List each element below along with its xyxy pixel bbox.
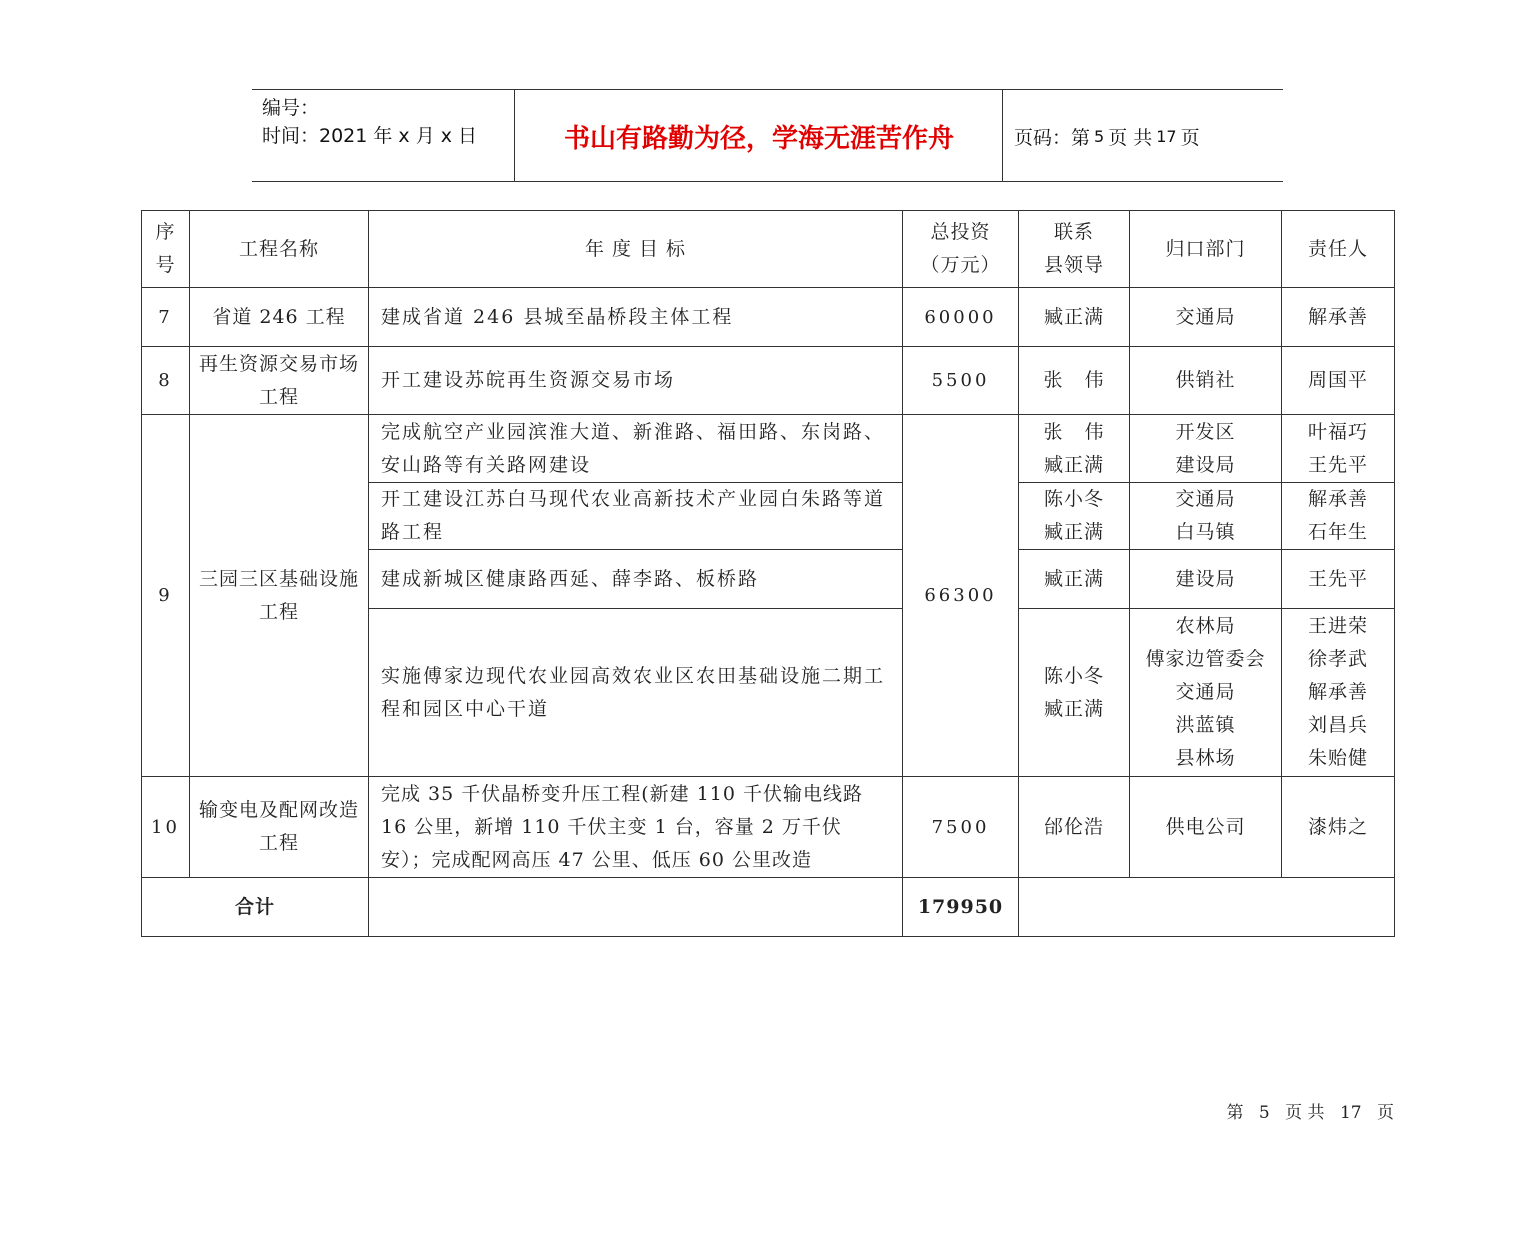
- cell-invest: 66300: [903, 415, 1019, 777]
- header-goal: 年 度 目 标: [369, 211, 903, 288]
- cell-dept: 建设局: [1130, 550, 1282, 609]
- cell-seq: 8: [142, 347, 190, 415]
- footer-page-indicator: [1217, 1098, 1395, 1123]
- cell-person: 解承善 石年生: [1282, 483, 1395, 550]
- total-empty: [1019, 878, 1395, 937]
- cell-invest: 60000: [903, 288, 1019, 347]
- page-total: 17: [1156, 127, 1177, 146]
- cell-dept: 供电公司: [1130, 777, 1282, 878]
- page-suffix: 页: [1180, 127, 1200, 149]
- footer-mid: 页 共: [1285, 1103, 1325, 1123]
- total-goal-empty: [369, 878, 903, 937]
- header-meta: [262, 94, 477, 150]
- cell-goal: 开工建设苏皖再生资源交易市场: [369, 347, 903, 415]
- page-current: 5: [1094, 127, 1105, 146]
- cell-name: 省道 246 工程: [190, 288, 369, 347]
- cell-leader: 张 伟 臧正满: [1019, 415, 1130, 483]
- cell-name: 输变电及配网改造工程: [190, 777, 369, 878]
- total-label: 合计: [142, 878, 369, 937]
- cell-dept: 开发区 建设局: [1130, 415, 1282, 483]
- cell-person: 叶福巧 王先平: [1282, 415, 1395, 483]
- header-dept: 归口部门: [1130, 211, 1282, 288]
- footer-prefix: 第: [1226, 1103, 1244, 1123]
- cell-person: 周国平: [1282, 347, 1395, 415]
- header-motto: 书山有路勤为径，学海无涯苦作舟: [563, 124, 954, 154]
- table-header-row: [142, 211, 1395, 288]
- header-person: 责任人: [1282, 211, 1395, 288]
- cell-goal: 开工建设江苏白马现代农业高新技术产业园白朱路等道路工程: [369, 483, 903, 550]
- header-name: 工程名称: [190, 211, 369, 288]
- cell-dept: 交通局: [1130, 288, 1282, 347]
- table-row: [142, 288, 1395, 347]
- cell-person: 王进荣 徐孝武 解承善 刘昌兵 朱贻健: [1282, 609, 1395, 777]
- cell-goal: 实施傅家边现代农业园高效农业区农田基础设施二期工程和园区中心干道: [369, 609, 903, 777]
- cell-person: 王先平: [1282, 550, 1395, 609]
- cell-leader: 陈小冬 臧正满: [1019, 609, 1130, 777]
- cell-seq: 9: [142, 415, 190, 777]
- cell-dept: 供销社: [1130, 347, 1282, 415]
- cell-name: 再生资源交易市场工程: [190, 347, 369, 415]
- cell-leader: 臧正满: [1019, 288, 1130, 347]
- project-table: [141, 210, 1395, 937]
- table-row: [142, 415, 1395, 483]
- cell-dept: 交通局 白马镇: [1130, 483, 1282, 550]
- cell-name: 三园三区基础设施工程: [190, 415, 369, 777]
- cell-goal: 建成新城区健康路西延、薛李路、板桥路: [369, 550, 903, 609]
- cell-leader: 邰伦浩: [1019, 777, 1130, 878]
- document-number-label: 编号：: [262, 97, 320, 119]
- cell-goal: 完成 35 千伏晶桥变升压工程(新建 110 千伏输电线路 16 公里，新增 110 千伏主变 1 台，容量 2 万千伏安）；完成配网高压 47 公里、低压 60 公里改造: [369, 777, 903, 878]
- page-mid: 页 共: [1108, 127, 1153, 149]
- cell-seq: 10: [142, 777, 190, 878]
- header-page-indicator: [1014, 90, 1200, 183]
- cell-person: 漆炜之: [1282, 777, 1395, 878]
- total-row: [142, 878, 1395, 937]
- cell-leader: 陈小冬 臧正满: [1019, 483, 1130, 550]
- header-invest: 总投资 （万元）: [903, 211, 1019, 288]
- cell-leader: 张 伟: [1019, 347, 1130, 415]
- cell-goal: 建成省道 246 县城至晶桥段主体工程: [369, 288, 903, 347]
- cell-goal: 完成航空产业园滨淮大道、新淮路、福田路、东岗路、安山路等有关路网建设: [369, 415, 903, 483]
- header-seq: 序 号: [142, 211, 190, 288]
- page-prefix: 页码：第: [1014, 127, 1091, 149]
- cell-invest: 5500: [903, 347, 1019, 415]
- footer-suffix: 页: [1377, 1103, 1394, 1123]
- document-date: 时间：2021 年 x 月 x 日: [262, 125, 478, 147]
- cell-invest: 7500: [903, 777, 1019, 878]
- total-value: 179950: [903, 878, 1019, 937]
- cell-leader: 臧正满: [1019, 550, 1130, 609]
- table-row: [142, 347, 1395, 415]
- cell-seq: 7: [142, 288, 190, 347]
- cell-dept: 农林局 傅家边管委会 交通局 洪蓝镇 县林场: [1130, 609, 1282, 777]
- footer-current: 5: [1258, 1103, 1270, 1123]
- header-leader: 联系 县领导: [1019, 211, 1130, 288]
- cell-person: 解承善: [1282, 288, 1395, 347]
- footer-total: 17: [1339, 1103, 1362, 1123]
- page-header: [252, 89, 1283, 182]
- table-row: [142, 777, 1395, 878]
